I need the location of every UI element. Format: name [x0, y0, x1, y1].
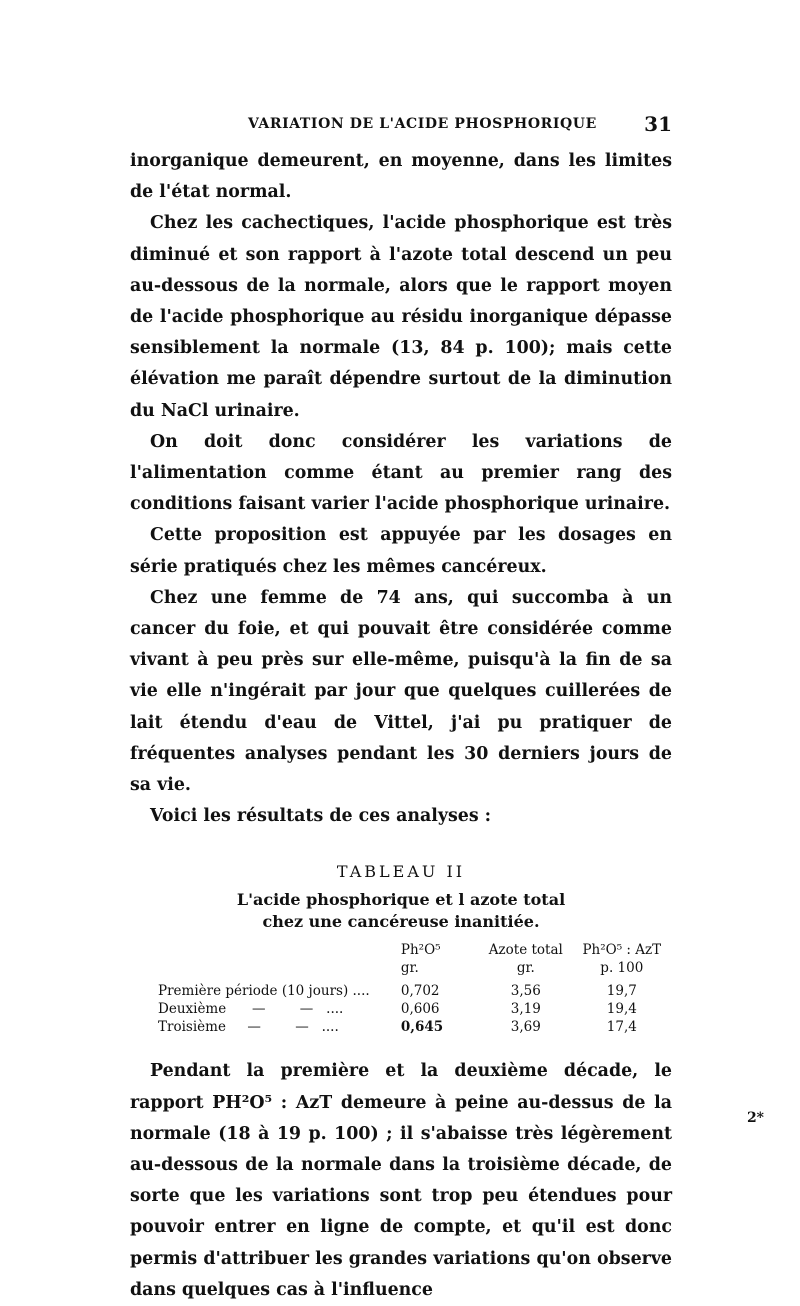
table-row: [158, 1018, 672, 1036]
table-caption: [130, 889, 672, 933]
table-cell: 3,56: [510, 983, 541, 1000]
table-unit-cell: p. 100: [600, 960, 644, 977]
table-label: TABLEAU II: [336, 862, 466, 882]
paragraph: Pendant la première et la deuxième décade, le rapport PH²O⁵ : AzT demeure à peine au-dessus de la normale (18 à 19 p. 100) ; il s'abaisse très légèrement au-dessous de la normale dans la troisième décade, de sorte que les variations sont trop peu étendues pour pouvoir entrer en ligne de compte, et qu'il est donc permis d'attribuer les grandes variations qu'on observe dans quelques cas à l'influence: [130, 1061, 672, 1300]
paragraph: Voici les résultats de ces analyses :: [150, 806, 492, 827]
signature-mark: 2*: [746, 1110, 764, 1126]
paragraph: Chez les cachectiques, l'acide phosphorique est très diminué et son rapport à l'azote total descend un peu au-dessous de la normale, alors que le rapport moyen de l'acide phosphorique au résidu inorganique dépasse sensiblement la normale (13, 84 p. 100); mais cette élévation me paraît dépendre surtout de la diminution du NaCl urinaire.: [130, 213, 672, 421]
paragraph: On doit donc considérer les variations de l'alimentation comme étant au premier rang des conditions faisant varier l'acide phosphorique urinaire.: [130, 431, 672, 515]
table-cell: 0,702: [400, 983, 440, 1000]
table-unit-cell: gr.: [516, 960, 535, 977]
table-cell: 19,4: [606, 1001, 637, 1018]
table-cell: 3,19: [510, 1001, 541, 1018]
running-header: [130, 112, 672, 146]
table-block: [130, 862, 672, 1036]
table-cell: 17,4: [606, 1019, 637, 1036]
table-unit-cell: [158, 959, 401, 982]
running-title: VARIATION DE L'ACIDE PHOSPHORIQUE: [248, 116, 597, 132]
table-header-cell: [158, 941, 401, 959]
table-unit-row: [158, 959, 672, 982]
table-cell: Troisième — — ....: [158, 1019, 339, 1036]
page: [130, 112, 672, 1306]
paragraph: Chez une femme de 74 ans, qui succomba à un cancer du foie, et qui pouvait être considérée comme vivant à peu près sur elle-même, puisqu'à la fin de sa vie elle n'ingérait par jour que quelques cuillerées de lait étendu d'eau de Vittel, j'ai pu pratiquer de fréquentes analyses pendant les 30 derniers jours de sa vie.: [130, 587, 672, 796]
table-header-cell: Azote total: [488, 942, 563, 959]
table-cell: Deuxième — — ....: [158, 1001, 344, 1018]
data-table: [158, 941, 672, 1036]
table-cell: 3,69: [510, 1019, 541, 1036]
table-unit-cell: gr.: [400, 960, 419, 977]
table-header-row: [158, 941, 672, 959]
table-header-cell: Ph²O⁵: [400, 942, 441, 959]
paragraph: inorganique demeurent, en moyenne, dans les limites de l'état normal.: [130, 151, 672, 203]
table-cell: 0,606: [400, 1001, 440, 1018]
table-caption-line: L'acide phosphorique et l azote total: [236, 890, 566, 910]
paragraph: Cette proposition est appuyée par les dosages en série pratiqués chez les mêmes cancéreux.: [130, 525, 672, 577]
table-row: [158, 982, 672, 1000]
table-row: [158, 1000, 672, 1018]
table-cell: Première période (10 jours) ....: [158, 983, 370, 1000]
table-cell: 19,7: [606, 983, 637, 1000]
body-text-before: [130, 146, 672, 832]
table-cell: 0,645: [400, 1019, 444, 1036]
table-header-cell: Ph²O⁵ : AzT: [582, 942, 662, 959]
body-text-after: [130, 1056, 672, 1306]
page-number: 31: [644, 112, 672, 136]
table-caption-line: chez une cancéreuse inanitiée.: [262, 912, 540, 932]
